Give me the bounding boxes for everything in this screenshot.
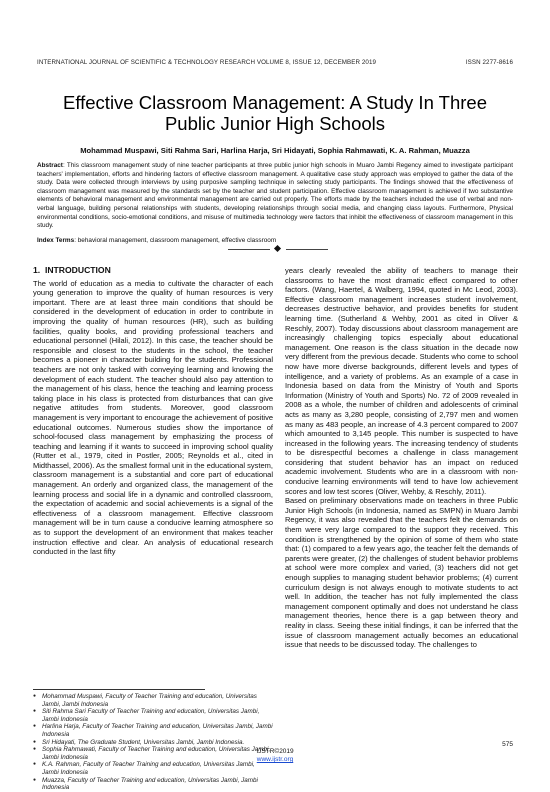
- left-column: [33, 266, 273, 557]
- index-terms-text: : behavioral management, classroom management, effective classroom: [74, 237, 277, 244]
- index-terms: [37, 237, 513, 244]
- page-number: 575: [502, 741, 513, 748]
- page-footer: [0, 748, 550, 764]
- footnote-item: ● K.A. Rahman, Faculty of Teacher Training and education, Universitas Jambi, Jambi Indonesia: [42, 761, 273, 776]
- footnote-rule: [33, 689, 205, 690]
- footnote-item: ● Siti Rahma Sari Faculty of Teacher Training and education, Universitas Jambi, Jambi Indonesia: [42, 708, 273, 723]
- paper-title: Effective Classroom Management: A Study In Three Public Junior High Schools: [62, 92, 487, 134]
- abstract-text: : This classroom management study of nine teacher participants at three public junior high schools in Muaro Jambi Regency aimed to investigate participant teachers' implementation, efforts and hindering factors of effective classroom management. A qualitative case study approach was employed to gather the data of the study. Data were collected through interviews by using purposive sampling technique in selecting study participants. The findings showed that the effectiveness of classroom management was measured by the standards set by the teacher and student participation. Effective classroom management is achieved if two substantive elements of behavioral management and environmental management are carried out properly. The efforts made by the teachers included the use of verbal and non-verbal language, building personal relationships with students, developing relationships through social media, and changing class layouts. Furthermore, Physical environmental conditions, socio-emotional conditions, and misuse of multimedia technology were factors that inhibit the effectiveness of classroom management in this study.: [37, 162, 513, 230]
- intro-paragraph-1: The world of education as a media to cultivate the character of each young generation to improve the quality of human resources is very important. There are at least three main conditions that should be considered in the development of education in order to contribute in improving the quality of human resources (HR), such as building facilities, quality books, and providing professional teachers and educational personnel (Hilali, 2012). In this case, the teacher should be responsible and closest to the students in the school, the teacher becomes a pioneer in character building for the students. Professional teachers are not only tasked with conveying learning and knowing the development of each student. The teacher should also pay attention to the management of his class, hence the teaching and learning process taking place in his class is protected from disturbances that can give negative attitudes from students. Moreover, good classroom management is very important to encourage the achievement of positive educational outcomes. Numerous studies show the importance of school-focused class management by emphasizing the process of teaching and learning if it wants to succeed in improving school quality (Rutter et al., 1979, cited in Postler, 2005; Reynolds et al., cited in Midthassel, 2006). As the smallest formal unit in the educational system, classroom management is a substantial and core part of educational management. An orderly and organized class, the management of the learning process and social life in a dynamic and controlled classroom, the expectation of academic and social achievements is a signal of the effectiveness of a classroom management. Effective classroom management will be in turn cause a conducive learning atmosphere so as to support the development of an environment that makes teacher instruction effective and clear. An analysis of educational research conducted in the last fifty: [33, 278, 273, 557]
- right-column: [285, 266, 518, 650]
- abstract: [37, 162, 513, 231]
- journal-name: INTERNATIONAL JOURNAL OF SCIENTIFIC & TECHNOLOGY RESEARCH VOLUME 8, ISSUE 12, DECEMBER 2019: [37, 59, 377, 66]
- index-terms-label: Index Terms: [37, 237, 75, 244]
- running-header: [37, 59, 513, 66]
- section-divider: [228, 246, 328, 252]
- intro-paragraph-3: Based on preliminary observations made on teachers in three Public Junior High Schools (in Indonesia, named as SMPN) in Muaro Jambi Regency, it was also revealed that the teachers felt the demands on them were very large compared to the support they received. This condition is strengthened by the opinion of some of them who state that: (1) compared to a few years ago, the teacher felt the demands of parents were greater, (2) the challenges of student behavior problems at school were more complex and varied, (3) teachers did not get enough supplies to managing student behavior problems; (4) current curriculum design is not always enough to motivate students to act well. In addition, the teacher has not fully implemented the class management component optimally and does not understand he class management theories, hence there is a gap between theory and reality in class. Seeing these initial findings, it can be inferred that the issue of classroom management actually becomes an educational issue that needs to be discussed today. The challenges to: [285, 496, 518, 650]
- section-heading: 1. INTRODUCTION: [33, 265, 111, 275]
- author-list: Mohammad Muspawi, Siti Rahma Sari, Harlina Harja, Sri Hidayati, Sophia Rahmawati, K. A. Rahman, Muazza: [80, 146, 470, 155]
- divider-line-right: [286, 249, 328, 250]
- abstract-label: Abstract: [37, 162, 63, 169]
- copyright-notice: IJSTR©2019: [256, 748, 294, 755]
- footnote-item: ● Muazza, Faculty of Teacher Training and education, Universitas Jambi, Jambi Indonesia: [42, 777, 273, 792]
- issn: ISSN 2277-8616: [465, 59, 513, 66]
- footnote-item: ● Sophia Rahmawati, Faculty of Teacher Training and education, Universitas Jambi, Jambi Indonesia: [42, 746, 273, 761]
- footnote-item: ● Mohammad Muspawi, Faculty of Teacher Training and education, Universitas Jambi, Jambi Indonesia: [42, 693, 273, 708]
- intro-paragraph-2: years clearly revealed the ability of teachers to manage their classrooms to have the most dramatic effect compared to other factors. (Wang, Haertel, & Walberg, 1994, quoted in Mc Leod, 2003). Effective classroom management increases student involvement, decreases destructive behavior, and provides benefits for student learning time. (Sutherland & Wehby, 2001 as cited in Oliver & Reschly, 2007). Today discussions about classroom management are increasingly challenging topics especially about educational management. One reason is the class situation in the decade now very different from the previous decade. Students who come to school now have more diverse backgrounds, different levels and types of intelligence, and a variety of problems. As an example of a case in Indonesia based on data from the Ministry of Youth and Sports Information (Ministry of Youth and Sports) No. 72 of 2009 revealed in 2008 as a whole, the number of children and adolescents of criminal acts as many as 3,280 people, consisting of 2,797 men and women as many as 483 people, an increase of 4.3 percent compared to 2007 which amounted to 3,145 people. This number is suspected to have increased in the following years. The increasing tendency of students to be disrespectful becomes a challenge in class management considering that student behavior has an impact on reduced academic involvement. Students who are in a classroom with non-conducive learning environments will tend to have low achievement scores and low test scores (Oliver, Wehby, & Reschly, 2011).: [285, 266, 518, 496]
- divider-line-left: [228, 249, 270, 250]
- footnote-item: ● Harlina Harja, Faculty of Teacher Training and education, Universitas Jambi, Jambi Indonesia: [42, 723, 273, 738]
- diamond-icon: [274, 245, 281, 252]
- journal-url-link[interactable]: www.ijstr.org: [256, 756, 294, 763]
- footnote-item: ● Sri Hidayati, The Graduate Student, Universitas Jambi, Jambi Indonesia.: [42, 739, 273, 747]
